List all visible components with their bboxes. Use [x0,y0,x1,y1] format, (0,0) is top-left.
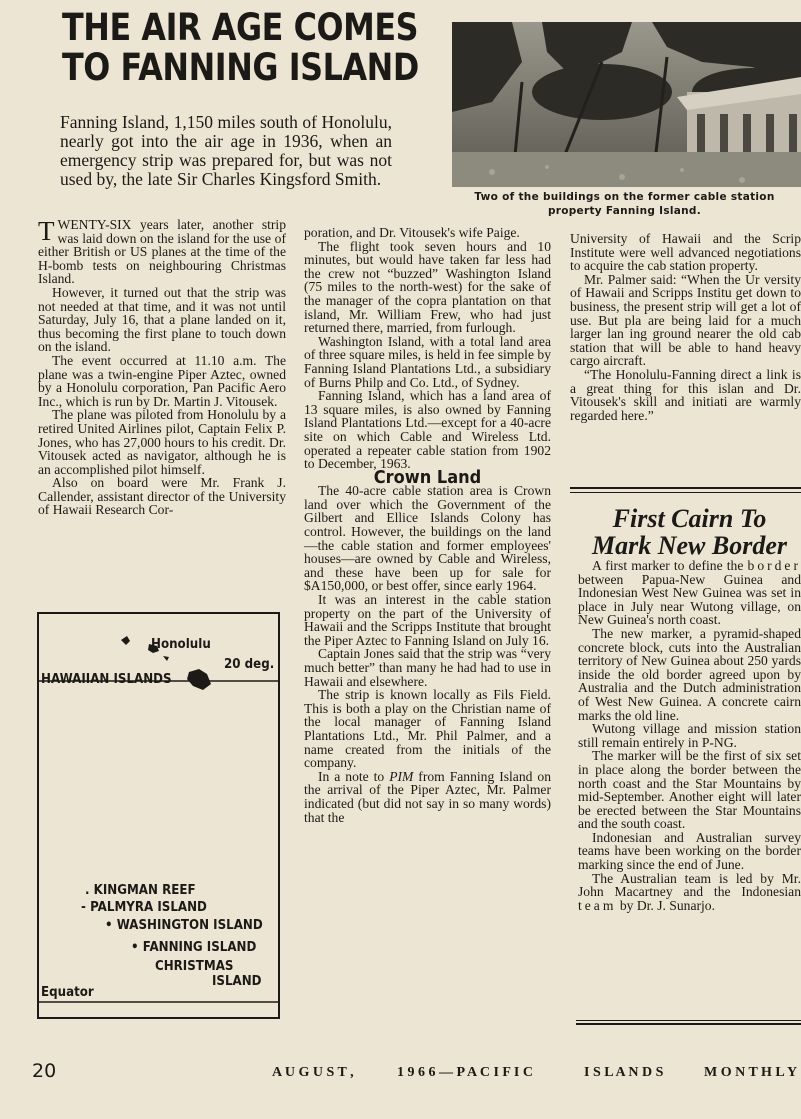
paragraph [578,559,801,627]
headline [62,6,419,89]
footer-islands: I S L A N D S [584,1065,664,1080]
sidebar-title-line-2: Mark New Border [591,531,787,560]
map-label-kingman-reef: . KINGMAN REEF [85,882,196,898]
photo-caption: Two of the buildings on the former cable station property Fanning Island. [474,191,775,217]
paragraph-text: WENTY-SIX years later, another strip was laid down on the island for the use of either British or US planes at the time of the H-bomb tests on neighbouring Christmas Island. [38,217,286,287]
divider [576,1023,801,1025]
divider [576,1020,801,1021]
paragraph-text: from Fanning Island on the arrival of the Piper Aztec, Mr. Palmer indicated (but did not say in so many words) that the [304,768,551,825]
paragraph [304,770,551,824]
paragraph-text: team [578,897,617,913]
paragraph: Fanning Island, which has a land area of 13 square miles, is also owned by Fanning Island Plantations Ltd.—except for a 40-acre site on which Cable and Wireless Ltd. operated a repeater cable station from 1902 to December, 1963. [304,388,551,472]
drop-cap: T [38,216,55,246]
paragraph: University of Hawaii and the Scrip Institute were well advanced negotiations to acquire the cab station property. [570,231,801,274]
paragraph-text: The Australian team is led by Mr. John Macartney and the Indonesian [578,870,801,900]
paragraph [578,872,801,913]
map-label-honolulu: Honolulu [151,636,211,652]
paragraph: Also on board were Mr. Frank J. Callender, assistant director of the University of Hawaii Research Cor- [38,475,286,518]
paragraph: It was an interest in the cable station property on the part of the University of Hawaii and the Scripps Institute that brought the Piper Aztec to Fanning Island on July 16. [304,592,551,648]
article-column-1 [38,218,286,517]
article-column-3 [570,232,801,422]
paragraph: “The Honolulu-Fanning direct a link is a great thing for this islan and Dr. Vitousek's skill and initiati are warmly regarded here.” [570,366,801,423]
paragraph: The event occurred at 11.10 a.m. The plane was a twin-engine Piper Aztec, owned by a Honolulu corporation, Pan Pacific Aero Inc., which is run by Dr. Martin J. Vitousek. [38,352,286,409]
publication-name: PIM [389,768,414,784]
paragraph: However, it turned out that the strip was not needed at that time, and it was not until Saturday, July 16, that a plane landed on it, thus becoming the first plane to touch down on the island. [38,284,286,355]
paragraph-text: by Dr. J. Sunarjo. [616,897,715,913]
paragraph: The strip is known locally as Fils Field. This is both a play on the Christian name of the local manager of Fanning Island Plantations Ltd., Mr. Phil Palmer, and a name created from the initials of the company. [304,687,551,771]
paragraph-text: border [747,558,801,573]
paragraph: The marker will be the first of six set in place along the border between the north coast and the Star Mountains by mid-September. Another eight will later be erected between the Star Mountains and the south coast. [578,748,801,832]
map-label-hawaiian-islands: HAWAIIAN ISLANDS [41,671,172,687]
headline-line-1: THE AIR AGE COMES [62,6,419,49]
paragraph-text: In a note to [318,768,390,784]
headline-line-2: TO FANNING ISLAND [62,46,419,89]
map-label-fanning-island: • FANNING ISLAND [131,939,257,955]
paragraph: Indonesian and Australian survey teams have been working on the border marking since the end of June. [578,829,801,873]
map-label-palmyra-island: - PALMYRA ISLAND [81,899,207,915]
paragraph: The flight took seven hours and 10 minutes, but would have taken far less had the crew not “buzzed” Washington Island (75 miles to the north-west) for the sake of the manager of the copra plantation on that island, Mr. William Frew, who had just returned there, married, from furlough. [304,238,551,336]
map-label-island: ISLAND [212,973,262,989]
map-label-washington-island: • WASHINGTON ISLAND [105,917,263,933]
map-label-christmas: CHRISTMAS [155,958,234,974]
paragraph: poration, and Dr. Vitousek's wife Paige. [304,225,520,240]
page-number: 20 [32,1060,57,1082]
divider [570,492,801,493]
footer-month: A U G U S T , [272,1065,354,1080]
paragraph: Mr. Palmer said: “When the Ur versity of Hawaii and Scripps Institu get down to business, the present strip will get a lot of use. But pla are being laid for a much larger lan ing ground nearer the old cab station that will be able to hand heavy cargo aircraft. [570,271,801,369]
paragraph-text: A first marker to define the [592,558,748,573]
paragraph [38,218,286,286]
footer-year-publication: 1 9 6 6 — P A C I F I C [397,1065,533,1080]
paragraph: Washington Island, with a total land area of three square miles, is held in fee simple by Fanning Island Plantations Ltd., a subsidiary of Burns Philp and Co. Ltd., of Sydney. [304,333,551,390]
paragraph: The plane was piloted from Honolulu by a retired United Airlines pilot, Captain Felix P. Jones, who has 27,000 hours to his credit. Dr. Vitousek acted as navigator, although he is an accomplished pilot himself. [38,407,286,477]
paragraph: Captain Jones said that the strip was “very much better” than many he had had to use in Hawaii and elsewhere. [304,646,551,689]
sidebar-title-line-1: First Cairn To [612,504,767,533]
divider [570,487,801,489]
sidebar-story [578,505,801,912]
paragraph: The new marker, a pyramid-shaped concrete block, cuts into the Australian territory of New Guinea about 250 yards inside the old border agreed upon by Australia and the Dutch administration of West New Guinea. A concrete cairn marks the old line. [578,625,801,723]
intro-paragraph: Fanning Island, 1,150 miles south of Honolulu, nearly got into the air age in 1936, when an emergency strip was prepared for, but was not used by, the late Sir Charles Kingsford Smith. [60,112,392,189]
map-label-20-deg: 20 deg. [224,656,275,672]
section-heading: Crown Land [373,466,482,488]
article-column-2 [304,226,551,824]
paragraph: The 40-acre cable station area is Crown land over which the Government of the Gilbert and Ellice Islands Colony has control. However, the buildings on the land—the cable station and former employees' houses—are owned by Cable and Wireless, and these have been up for sale for $A150,000, or best offer, since early 1964. [304,483,551,594]
map-label-equator: Equator [41,984,94,1000]
pacific-map [37,612,280,1019]
footer-monthly: M O N T H L Y [704,1065,798,1080]
sidebar-title [578,505,801,559]
paragraph: Wutong village and mission station still remain entirely in P-NG. [578,721,801,750]
paragraph-text: between Papua-New Guinea and Indonesian West New Guinea was set in place in July near Wutong village, on New Guinea's north coast. [578,571,801,628]
cable-station-photo [452,22,801,187]
